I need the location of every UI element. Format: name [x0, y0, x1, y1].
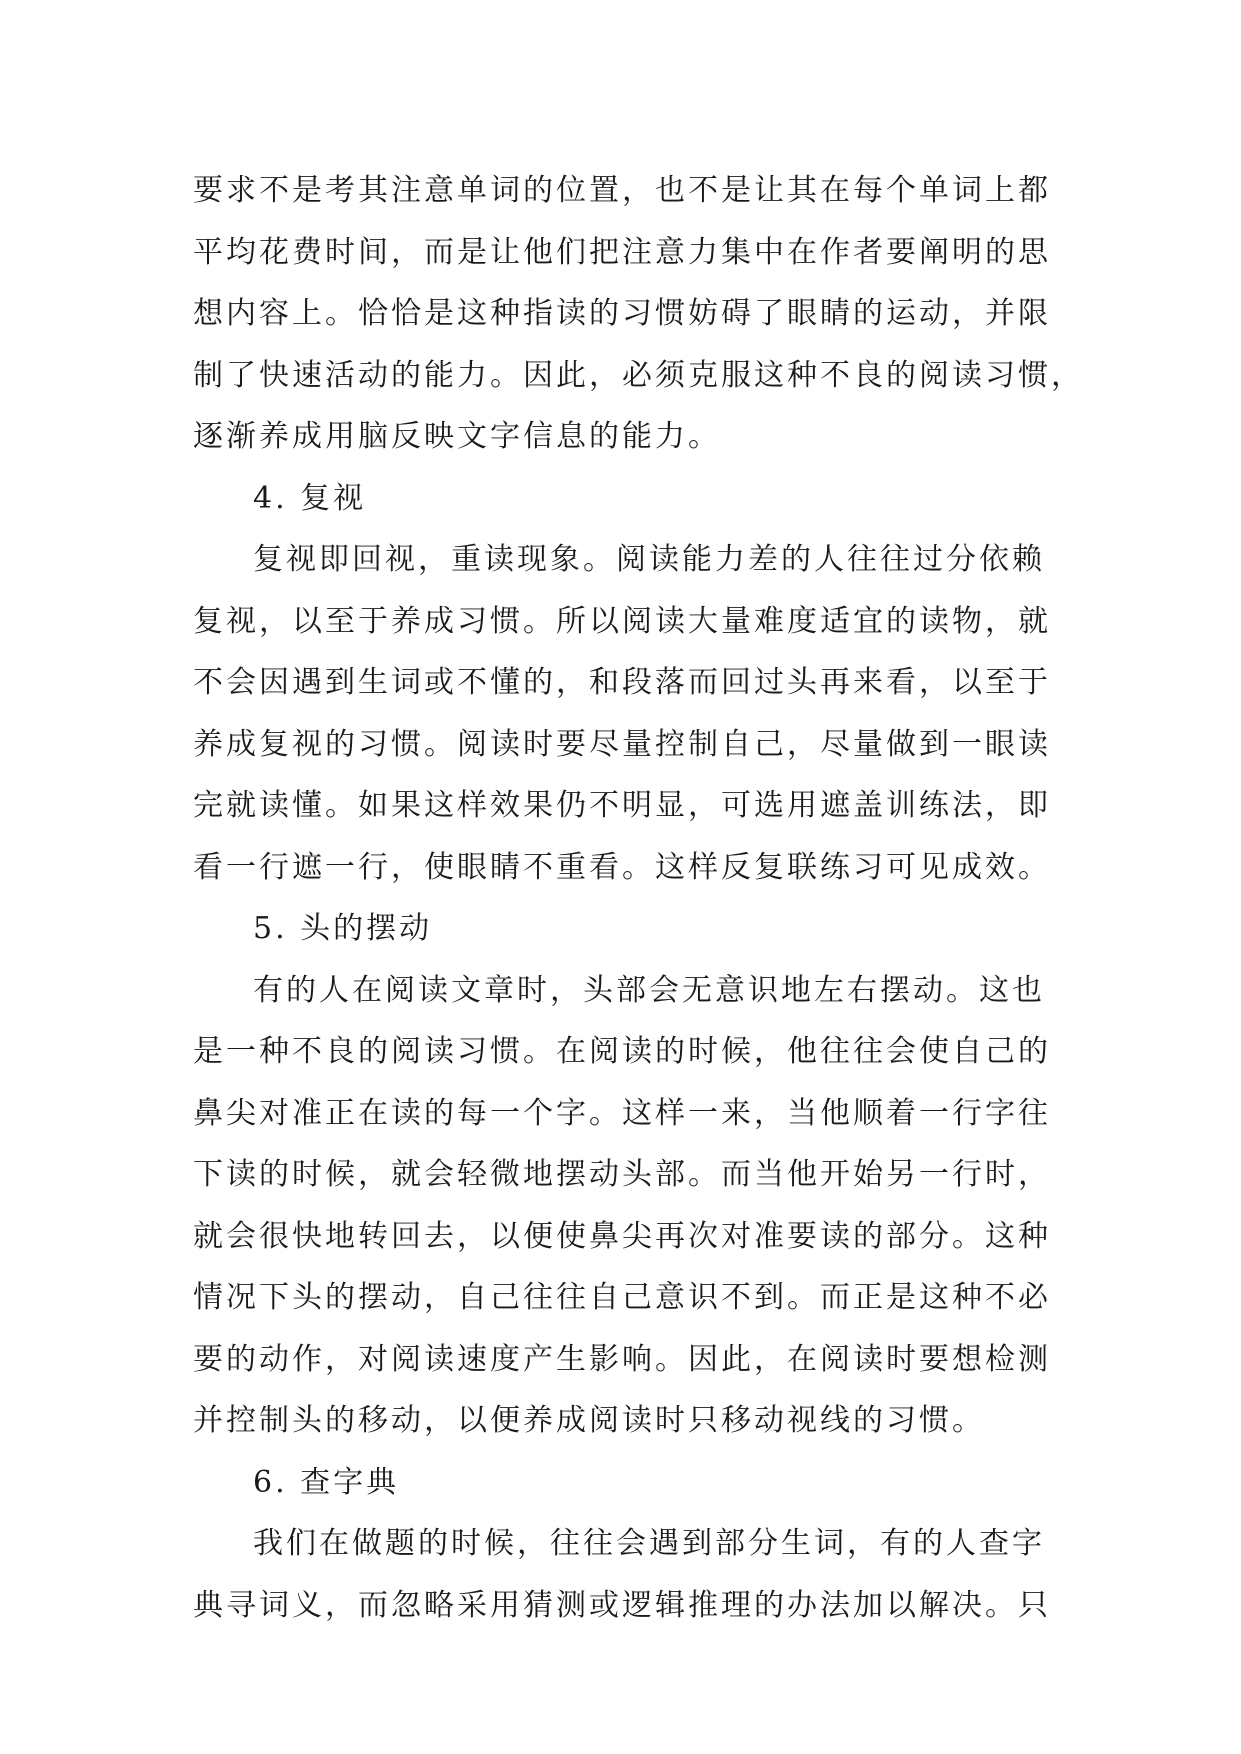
- text-line: 平均花费时间，而是让他们把注意力集中在作者要阐明的思: [193, 234, 1051, 270]
- text-line: 是一种不良的阅读习惯。在阅读的时候，他往往会使自己的: [193, 1034, 1051, 1069]
- text-line: 养成复视的习惯。阅读时要尽量控制自己，尽量做到一眼读: [193, 726, 1051, 762]
- text-line: 完就读懂。如果这样效果仍不明显，可选用遮盖训练法，即: [193, 788, 1051, 823]
- section-heading: 6. 查字典: [253, 1464, 400, 1500]
- section-heading: 5. 头的摆动: [253, 911, 433, 946]
- text-line: 并控制头的移动，以便养成阅读时只移动视线的习惯。: [193, 1403, 985, 1438]
- text-line: 鼻尖对准正在读的每一个字。这样一来，当他顺着一行字往: [193, 1095, 1051, 1131]
- text-line: 典寻词义，而忽略采用猜测或逻辑推理的办法加以解决。只: [193, 1587, 1051, 1623]
- text-line: 要求不是考其注意单词的位置，也不是让其在每个单词上都: [193, 173, 1051, 208]
- paragraph-first-line: 复视即回视，重读现象。阅读能力差的人往往过分依赖: [253, 542, 1045, 577]
- body-text: [193, 160, 1084, 1636]
- text-line: 逐渐养成用脑反映文字信息的能力。: [193, 419, 721, 454]
- text-line: 下读的时候，就会轻微地摆动头部。而当他开始另一行时，: [193, 1157, 1051, 1192]
- text-line: 要的动作，对阅读速度产生影响。因此，在阅读时要想检测: [193, 1341, 1051, 1377]
- text-line: 就会很快地转回去，以便使鼻尖再次对准要读的部分。这种: [193, 1218, 1051, 1254]
- section-heading: 4. 复视: [253, 480, 367, 516]
- paragraph-first-line: 我们在做题的时候，往往会遇到部分生词，有的人查字: [253, 1526, 1045, 1561]
- text-line: 不会因遇到生词或不懂的，和段落而回过头再来看，以至于: [193, 665, 1051, 700]
- text-line: 看一行遮一行，使眼睛不重看。这样反复联练习可见成效。: [193, 849, 1051, 885]
- text-line: 复视，以至于养成习惯。所以阅读大量难度适宜的读物，就: [193, 603, 1051, 639]
- paragraph-first-line: 有的人在阅读文章时，头部会无意识地左右摆动。这也: [253, 972, 1045, 1008]
- text-line: 制了快速活动的能力。因此，必须克服这种不良的阅读习惯，: [193, 357, 1084, 393]
- text-line: 想内容上。恰恰是这种指读的习惯妨碍了眼睛的运动，并限: [193, 296, 1051, 331]
- text-line: 情况下头的摆动，自己往往自己意识不到。而正是这种不必: [193, 1280, 1051, 1315]
